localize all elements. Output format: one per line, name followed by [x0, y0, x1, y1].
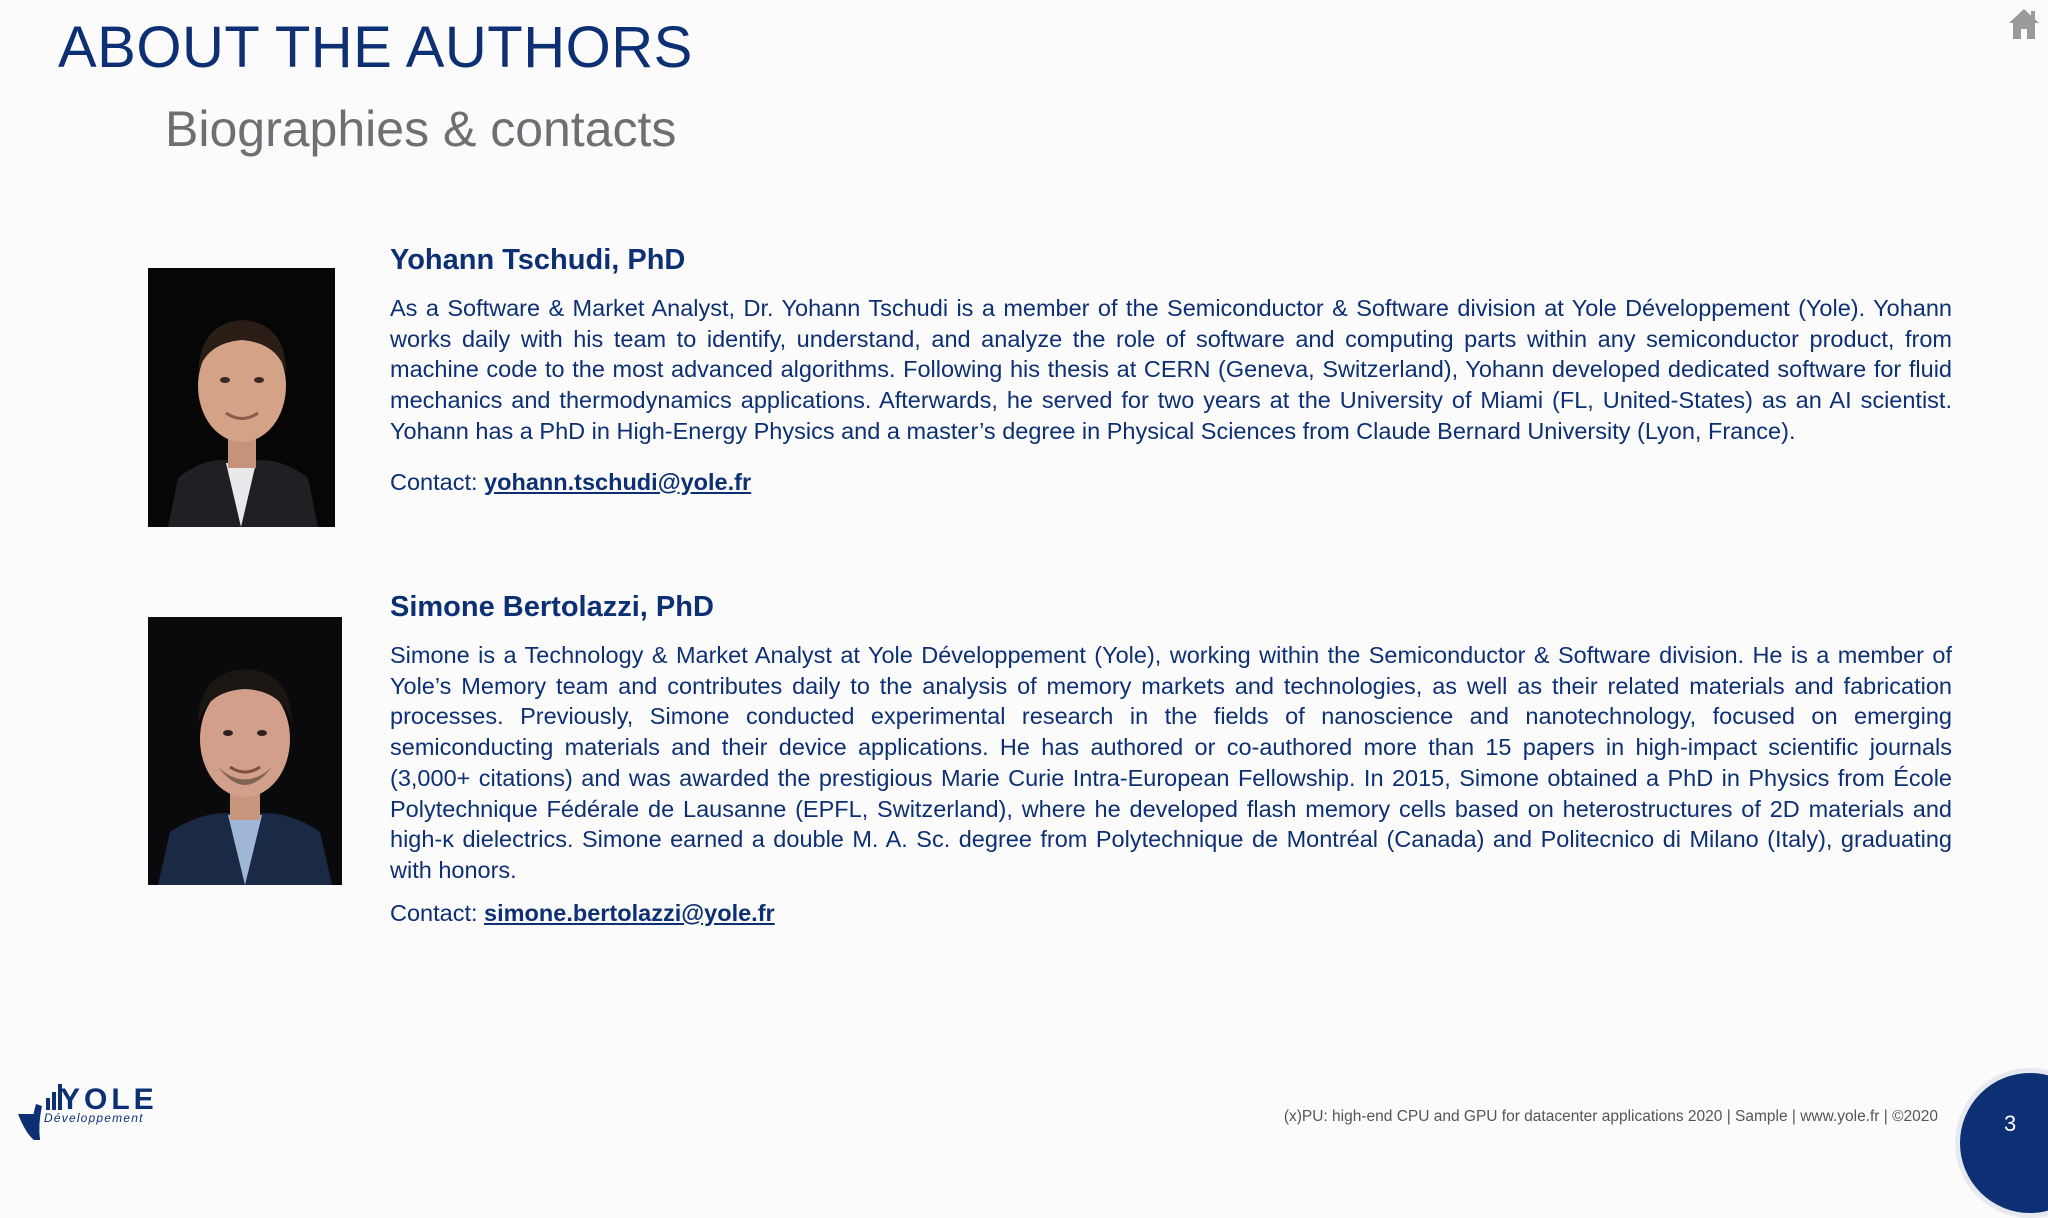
logo-subtitle: Développement: [44, 1111, 144, 1125]
page-number: 3: [2004, 1111, 2017, 1136]
logo-name: YOLE: [60, 1083, 158, 1116]
author-photo-yohann: [148, 268, 335, 527]
home-icon[interactable]: [2006, 6, 2042, 42]
contact-email-link[interactable]: yohann.tschudi@yole.fr: [484, 468, 752, 495]
author-bio: As a Software & Market Analyst, Dr. Yohann Tschudi is a member of the Semiconductor & Software division at Yole Développement (Yole). Yohann works daily with his team to identify, understand, and analyze the role of software and computing parts within any semiconductor product, from machine code to the most advanced algorithms. Following his thesis at CERN (Geneva, Switzerland), Yohann developed dedicated software for fluid mechanics and thermodynamics applications. Afterwards, he served for two years at the University of Miami (FL, United-States) as an AI scientist. Yohann has a PhD in High-Energy Physics and a master’s degree in Physical Sciences from Claude Bernard University (Lyon, France).: [390, 295, 1952, 444]
footer-text: (x)PU: high-end CPU and GPU for datacenter applications 2020 | Sample | www.yole.fr | ©2020: [1283, 1108, 1938, 1125]
contact-label: Contact:: [390, 899, 485, 926]
author-block-1: [390, 244, 1952, 496]
page-title: ABOUT THE AUTHORS: [58, 15, 693, 80]
page-number-badge: [1955, 1068, 2048, 1218]
author-block-2: [390, 591, 1952, 927]
author-name: Yohann Tschudi, PhD: [390, 244, 686, 276]
contact-label: Contact:: [390, 468, 485, 495]
contact-line: [390, 469, 1952, 496]
author-bio: Simone is a Technology & Market Analyst at Yole Développement (Yole), working within the Semiconductor & Software division. He is a member of Yole’s Memory team and contributes daily to the analysis of memory markets and technologies, as well as their related materials and fabrication processes. Previously, Simone conducted experimental research in the fields of nanoscience and nanotechnology, focused on emerging semiconducting materials and their device applications. He has authored or co-authored more than 15 papers in high-impact scientific journals (3,000+ citations) and was awarded the prestigious Marie Curie Intra-European Fellowship. In 2015, Simone obtained a PhD in Physics from École Polytechnique Fédérale de Lausanne (EPFL, Switzerland), where he developed flash memory cells based on heterostructures of 2D materials and high-κ dielectrics. Simone earned a double M. A. Sc. degree from Polytechnique de Montréal (Canada) and Politecnico di Milano (Italy), graduating with honors.: [390, 642, 1952, 883]
page-subtitle: Biographies & contacts: [165, 101, 677, 157]
contact-email-link[interactable]: simone.bertolazzi@yole.fr: [484, 899, 775, 926]
contact-line: [390, 900, 1952, 927]
author-name: Simone Bertolazzi, PhD: [390, 591, 714, 623]
author-photo-simone: [148, 617, 342, 885]
